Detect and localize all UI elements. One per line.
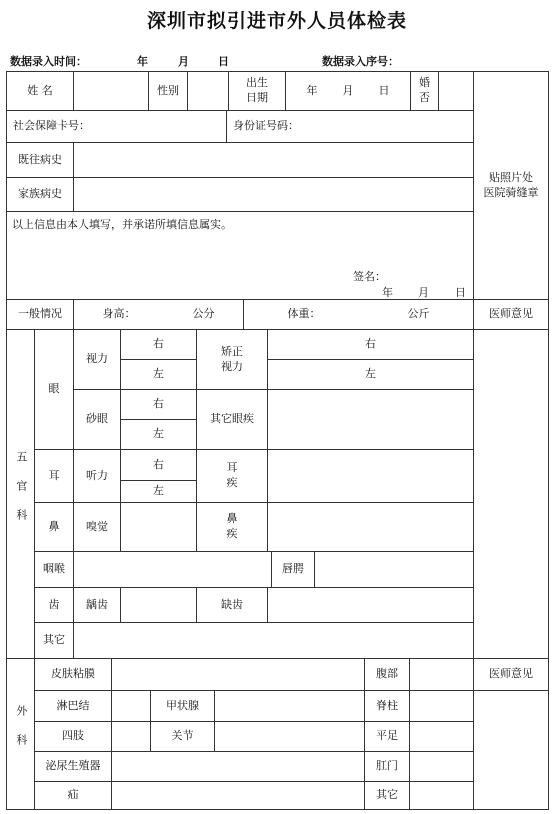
anus-label: 肛门 <box>364 751 410 782</box>
family-history-field[interactable] <box>73 177 474 212</box>
five-other-field[interactable] <box>73 622 474 659</box>
five-senses-section: 五官科 <box>6 329 35 659</box>
declaration-text: 以上信息由本人填写，并承诺所填信息属实。 <box>12 218 232 231</box>
ear-disease-label: 耳 疾 <box>196 449 268 503</box>
lymph-field[interactable] <box>111 690 151 722</box>
vision-left-label: 左 <box>120 359 197 390</box>
limbs-field[interactable] <box>111 721 151 752</box>
urogenital-label: 泌尿生殖器 <box>34 751 112 782</box>
birth-label: 出生 日期 <box>228 71 286 111</box>
doctor-opinion-label: 医师意见 <box>473 299 549 330</box>
nose-label: 鼻 <box>34 502 74 552</box>
nose-disease-field[interactable] <box>267 502 474 552</box>
trachoma-left-label: 左 <box>120 419 197 450</box>
lip-field[interactable] <box>314 551 474 588</box>
skin-field[interactable] <box>111 658 365 691</box>
caries-label: 龋齿 <box>73 587 121 623</box>
health-form <box>6 71 549 810</box>
smell-field[interactable] <box>120 502 197 552</box>
past-history-label: 既往病史 <box>6 142 74 178</box>
weight-field[interactable] <box>243 299 474 330</box>
entry-month: 月 <box>178 55 189 68</box>
lymph-label: 淋巴结 <box>34 690 112 722</box>
hernia-field[interactable] <box>111 781 365 810</box>
sign-day: 日 <box>455 286 466 299</box>
anus-field[interactable] <box>409 751 474 782</box>
joint-label: 关节 <box>150 721 215 752</box>
throat-field[interactable] <box>73 551 272 588</box>
spine-field[interactable] <box>409 690 474 722</box>
surgery-other-label: 其它 <box>364 781 410 810</box>
hearing-label: 听力 <box>73 449 121 503</box>
joint-field[interactable] <box>214 721 365 752</box>
surgery-other-field[interactable] <box>409 781 474 810</box>
weight-label: 体重： <box>287 307 321 321</box>
nose-disease-label: 鼻 疾 <box>196 502 268 552</box>
missing-teeth-field[interactable] <box>267 587 474 623</box>
corrected-left-field[interactable]: 左 <box>267 359 474 390</box>
throat-label: 咽喉 <box>34 551 74 588</box>
five-other-label: 其它 <box>34 622 74 659</box>
abdomen-field[interactable] <box>409 658 474 691</box>
sex-field[interactable] <box>187 71 229 111</box>
corrected-right-field[interactable]: 右 <box>267 329 474 360</box>
other-eye-field[interactable] <box>267 389 474 450</box>
social-security-field[interactable]: 社会保障卡号： <box>6 110 227 143</box>
flatfoot-label: 平足 <box>364 721 410 752</box>
entry-time-label: 数据录入时间： <box>10 55 87 68</box>
five-doctor-opinion-field[interactable] <box>473 329 549 659</box>
surgery-doctor-opinion-field[interactable] <box>473 690 549 810</box>
serial-label: 数据录入序号： <box>322 55 399 68</box>
thyroid-label: 甲状腺 <box>150 690 215 722</box>
height-label: 身高： <box>102 307 136 321</box>
sign-month: 月 <box>418 286 429 299</box>
vision-right-label: 右 <box>120 329 197 360</box>
hearing-left-label: 左 <box>120 480 197 503</box>
photo-area: 贴照片处 医院骑缝章 <box>473 71 549 300</box>
sign-year: 年 <box>382 286 393 299</box>
past-history-field[interactable] <box>73 142 474 178</box>
id-number-field[interactable]: 身份证号码： <box>226 110 474 143</box>
birth-month: 月 <box>342 83 354 97</box>
marriage-field[interactable] <box>438 71 474 111</box>
abdomen-label: 腹部 <box>364 658 410 691</box>
hernia-label: 疝 <box>34 781 112 810</box>
smell-label: 嗅觉 <box>73 502 121 552</box>
surgery-section: 外科 <box>6 658 35 810</box>
birth-day: 日 <box>378 83 390 97</box>
ear-label: 耳 <box>34 449 74 503</box>
flatfoot-field[interactable] <box>409 721 474 752</box>
hearing-right-label: 右 <box>120 449 197 481</box>
skin-label: 皮肤粘膜 <box>34 658 112 691</box>
name-field[interactable] <box>73 71 149 111</box>
eye-label: 眼 <box>34 329 74 450</box>
height-field[interactable] <box>73 299 244 330</box>
corrected-vision-label: 矫正 视力 <box>196 329 268 390</box>
missing-teeth-label: 缺齿 <box>196 587 268 623</box>
general-label: 一般情况 <box>6 299 74 330</box>
thyroid-field[interactable] <box>214 690 365 722</box>
spine-label: 脊柱 <box>364 690 410 722</box>
surgery-doctor-opinion-label: 医师意见 <box>473 658 549 691</box>
ear-disease-field[interactable] <box>267 449 474 503</box>
entry-year: 年 <box>137 55 148 68</box>
trachoma-label: 砂眼 <box>73 389 121 450</box>
signature-label: 签名： <box>353 270 386 283</box>
other-eye-label: 其它眼疾 <box>196 389 268 450</box>
family-history-label: 家族病史 <box>6 177 74 212</box>
form-title: 深圳市拟引进市外人员体检表 <box>146 10 407 32</box>
name-label: 姓 名 <box>6 71 74 111</box>
marriage-label: 婚 否 <box>410 71 439 111</box>
weight-unit: 公斤 <box>407 307 430 321</box>
entry-day: 日 <box>218 55 229 68</box>
vision-label: 视力 <box>73 329 121 390</box>
urogenital-field[interactable] <box>111 751 365 782</box>
sex-label: 性别 <box>148 71 188 111</box>
birth-year: 年 <box>306 83 318 97</box>
lip-label: 唇腭 <box>271 551 315 588</box>
height-unit: 公分 <box>192 307 215 321</box>
trachoma-right-label: 右 <box>120 389 197 420</box>
caries-field[interactable] <box>120 587 197 623</box>
teeth-label: 齿 <box>34 587 74 623</box>
limbs-label: 四肢 <box>34 721 112 752</box>
birth-date-field[interactable] <box>285 71 411 111</box>
